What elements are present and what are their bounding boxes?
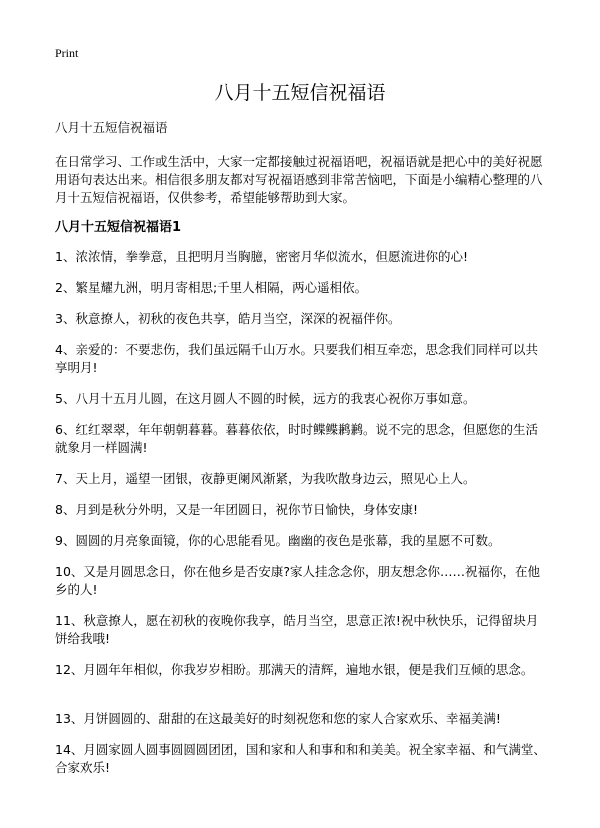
list-item: 14、月圆家圆人圆事圆圆圆团团，国和家和人和事和和和美美。祝全家幸福、和气满堂、合家欢乐! [55,742,546,775]
list-item: 2、繁星耀九洲，明月寄相思;千里人相隔，两心遥相依。 [55,280,368,295]
print-link[interactable]: Print [55,46,79,60]
intro-paragraph: 在日常学习、工作或生活中，大家一定都接触过祝福语吧，祝福语就是把心中的美好祝愿用语句表达出来。相信很多朋友都对写祝福语感到非常苦恼吧，下面是小编精心整理的八月十五短信祝福语，仅供参考，希望能够帮助到大家。 [55,154,543,205]
list-item: 8、月到是秋分外明，又是一年团圆日，祝你节日愉快，身体安康! [55,502,418,517]
list-item: 3、秋意撩人，初秋的夜色共享，皓月当空，深深的祝福伴你。 [55,311,401,326]
list-item: 11、秋意撩人，愿在初秋的夜晚你我享，皓月当空，思意正浓!祝中秋快乐，记得留块月饼给我哦! [55,613,539,646]
article-body [55,119,547,790]
list-item: 13、月饼圆圆的、甜甜的在这最美好的时刻祝您和您的家人合家欢乐、幸福美满! [55,711,501,726]
list-item: 10、又是月圆思念日，你在他乡是否安康?家人挂念念你，朋友想念你……祝福你，在他乡的人! [55,564,541,597]
list-item: 7、天上月，遥望一团银，夜静更阑风渐紧，为我吹散身边云，照见心上人。 [55,471,476,486]
list-item: 9、圆圆的月亮象面镜，你的心思能看见。幽幽的夜色是张幕，我的星愿不可数。 [55,533,501,548]
list-item: 12、月圆年年相似，你我岁岁相盼。那满天的清辉，遍地水银，便是我们互倾的思念。 [55,662,534,677]
list-item: 6、红红翠翠，年年朝朝暮暮。暮暮依依，时时鲽鲽鹣鹣。说不完的思念，但愿您的生活就象月一样圆满! [55,422,538,455]
list-item: 4、亲爱的：不要悲伤，我们虽远隔千山万水。只要我们相互牵恋，思念我们同样可以共享明月! [55,342,538,375]
section-heading: 八月十五短信祝福语1 [55,220,182,235]
wish-list [55,248,547,777]
list-item: 5、八月十五月儿圆，在这月圆人不圆的时候，远方的我衷心祝你万事如意。 [55,391,476,406]
page-title: 八月十五短信祝福语 [214,82,386,104]
article-subtitle: 八月十五短信祝福语 [55,120,168,135]
list-item: 1、浓浓情，拳拳意，且把明月当胸臆，密密月华似流水，但愿流进你的心! [55,249,468,264]
